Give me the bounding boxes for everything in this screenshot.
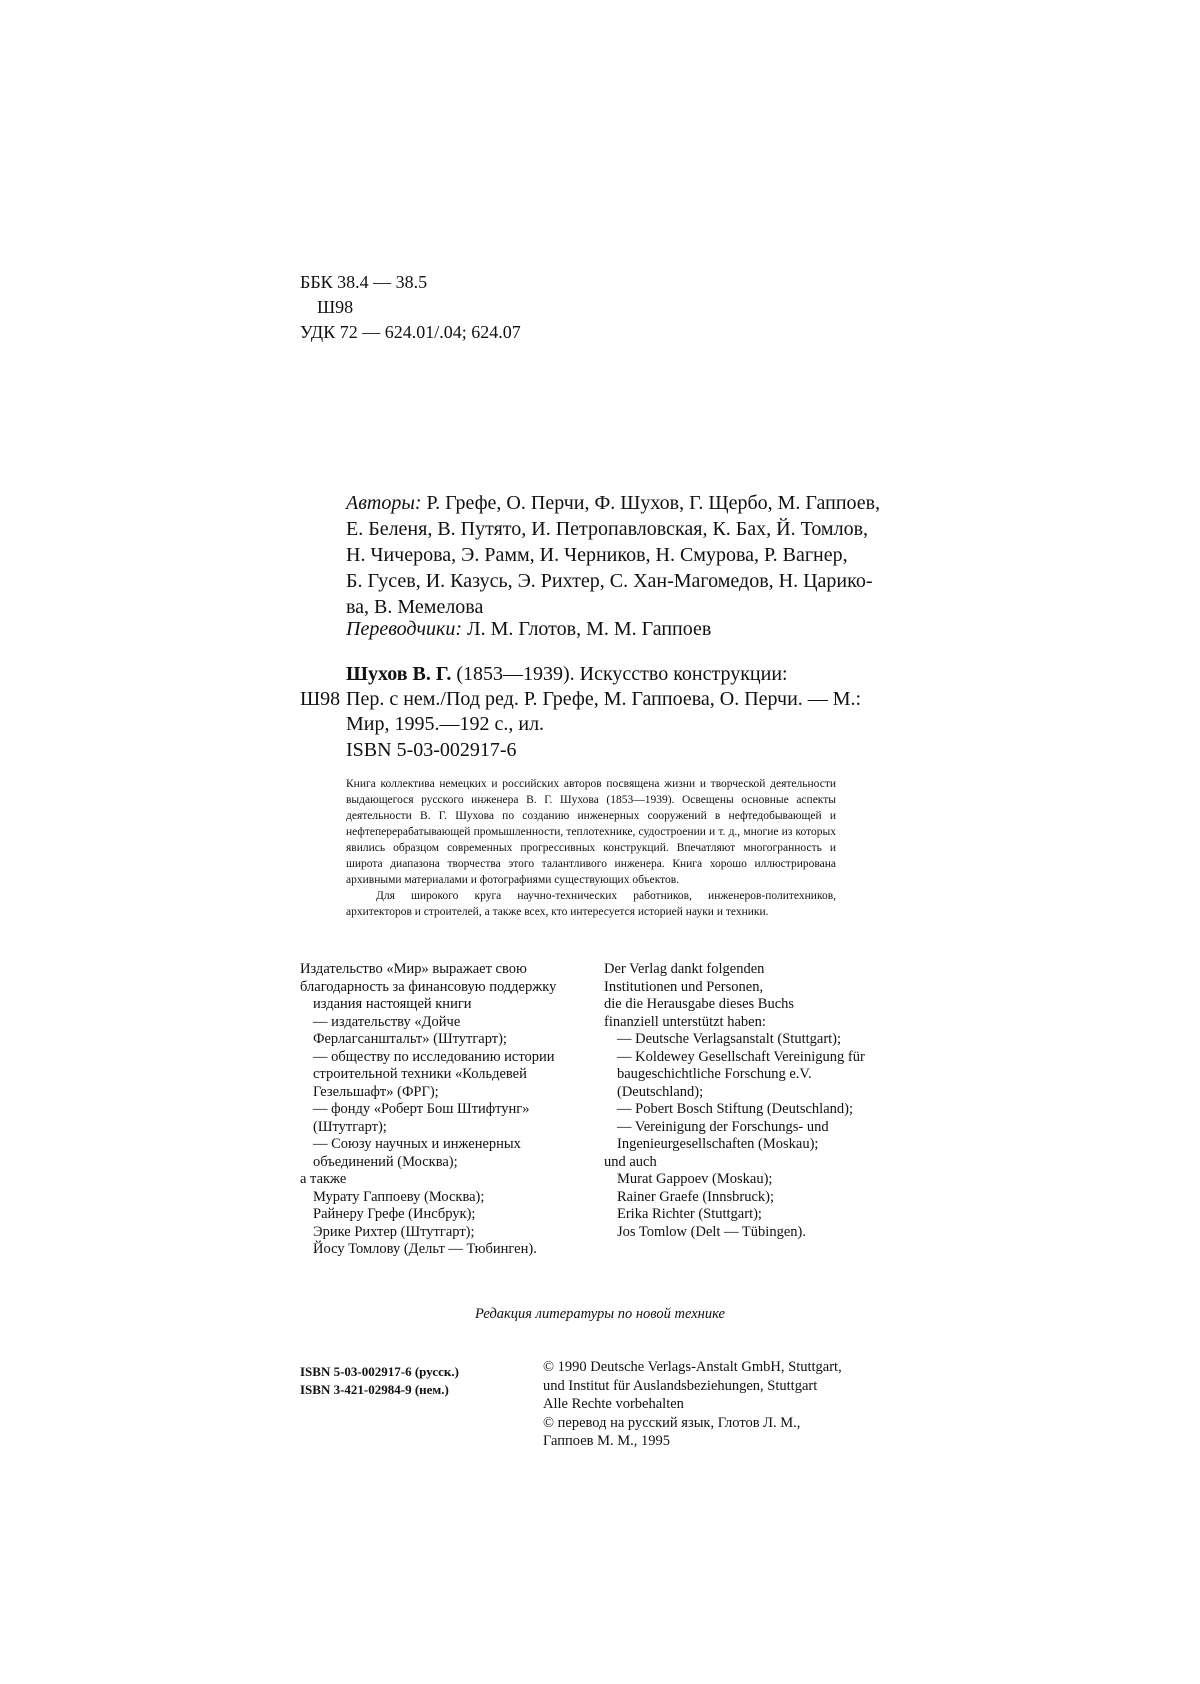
- author-mark: Ш98: [317, 297, 354, 317]
- authors-line: Е. Беленя, В. Путято, И. Петропавловская, К. Бах, Й. Томлов,: [346, 518, 869, 540]
- bibliographic-title: (1853—1939). Искусство конструкции:: [456, 663, 788, 685]
- annotation: [346, 776, 836, 920]
- ack-line: — издательству «Дойче: [313, 1013, 461, 1030]
- udk-code: УДК 72 — 624.01/.04; 624.07: [300, 322, 521, 342]
- ack-line: baugeschichtliche Forschung e.V.: [617, 1066, 812, 1082]
- acknowledgements-german: [604, 961, 865, 1241]
- ack-line: Йосу Томлову (Дельт — Тюбинген).: [313, 1241, 537, 1257]
- ack-line: — Vereinigung der Forschungs- und: [617, 1118, 829, 1135]
- ack-line: und auch: [604, 1153, 657, 1170]
- bibliographic-line: Мир, 1995.—192 с., ил.: [346, 713, 545, 735]
- ack-line: Rainer Graefe (Innsbruck);: [617, 1188, 775, 1205]
- ack-line: — Союзу научных и инженерных: [313, 1136, 521, 1152]
- ack-line: Эрике Рихтер (Штутгарт);: [313, 1223, 475, 1240]
- authors-label: Авторы:: [346, 492, 422, 514]
- ack-line: Institutionen und Personen,: [604, 978, 764, 995]
- ack-line: Murat Gappoev (Moskau);: [617, 1171, 773, 1187]
- ack-line: (Штутгарт);: [313, 1118, 387, 1135]
- bibliographic-author-mark: Ш98: [300, 688, 341, 710]
- ack-line: объединений (Москва);: [313, 1153, 458, 1170]
- ack-line: Ферлагсанштальт» (Штутгарт);: [313, 1031, 507, 1047]
- isbn-russian: ISBN 5-03-002917-6 (русск.): [300, 1364, 459, 1379]
- isbn-list: [300, 1363, 459, 1399]
- authors-line: Н. Чичерова, Э. Рамм, И. Черников, Н. Смурова, Р. Вагнер,: [346, 544, 848, 566]
- isbn-main: ISBN 5-03-002917-6: [346, 739, 517, 761]
- ack-line: благодарность за финансовую поддержку: [300, 978, 557, 995]
- bibliographic-record: [346, 662, 861, 737]
- ack-line: die die Herausgabe dieses Buchs: [604, 996, 795, 1012]
- ack-line: издания настоящей книги: [313, 996, 472, 1012]
- authors-line: Б. Гусев, И. Казусь, Э. Рихтер, С. Хан-Магомедов, Н. Царико-: [346, 570, 873, 592]
- ack-line: (Deutschland);: [617, 1083, 704, 1100]
- ack-line: Ingenieurgesellschaften (Moskau);: [617, 1136, 819, 1152]
- ack-line: — Koldewey Gesellschaft Vereinigung für: [617, 1048, 865, 1065]
- ack-line: Гезельшафт» (ФРГ);: [313, 1083, 439, 1100]
- ack-line: а также: [300, 1171, 347, 1187]
- authors-line: Р. Грефе, О. Перчи, Ф. Шухов, Г. Щербо, М. Гаппоев,: [426, 492, 881, 514]
- bibliographic-line: Пер. с нем./Под ред. Р. Грефе, М. Гаппоева, О. Перчи. — М.:: [346, 688, 862, 710]
- translators-names: Л. М. Глотов, М. М. Гаппоев: [467, 618, 712, 640]
- translators-label: Переводчики:: [346, 618, 463, 640]
- bibliographic-author: Шухов В. Г.: [346, 663, 452, 685]
- ack-line: — Pobert Bosch Stiftung (Deutschland);: [617, 1101, 854, 1117]
- ack-line: Мурату Гаппоеву (Москва);: [313, 1188, 485, 1205]
- copyright-line: © перевод на русский язык, Глотов Л. М.,: [543, 1414, 801, 1431]
- translators-block: [346, 616, 711, 642]
- copyright-line: und Institut für Auslandsbeziehungen, Stuttgart: [543, 1377, 818, 1394]
- ack-line: Jos Tomlow (Delt — Tübingen).: [617, 1223, 806, 1240]
- acknowledgements-russian: [300, 961, 556, 1259]
- copyright-line: © 1990 Deutsche Verlags-Anstalt GmbH, Stuttgart,: [543, 1359, 842, 1375]
- ack-line: Erika Richter (Stuttgart);: [617, 1206, 762, 1222]
- copyright-line: Гаппоев М. М., 1995: [543, 1433, 671, 1449]
- ack-line: Райнеру Грефе (Инсбрук);: [313, 1206, 476, 1222]
- editorial-office: Редакция литературы по новой технике: [475, 1306, 725, 1322]
- bbk-code: ББК 38.4 — 38.5: [300, 272, 428, 292]
- copyright-block: [543, 1358, 842, 1451]
- ack-line: — фонду «Роберт Бош Штифтунг»: [313, 1101, 530, 1117]
- ack-line: Издательство «Мир» выражает свою: [300, 961, 527, 977]
- ack-line: finanziell unterstützt haben:: [604, 1013, 766, 1030]
- ack-line: строительной техники «Кольдевей: [313, 1066, 527, 1082]
- classification-codes: [300, 270, 521, 345]
- ack-line: Der Verlag dankt folgenden: [604, 961, 765, 977]
- authors-line: ва, В. Мемелова: [346, 596, 484, 618]
- ack-line: — Deutsche Verlagsanstalt (Stuttgart);: [617, 1031, 842, 1047]
- copyright-line: Alle Rechte vorbehalten: [543, 1396, 684, 1412]
- isbn-german: ISBN 3-421-02984-9 (нем.): [300, 1382, 449, 1397]
- ack-line: — обществу по исследованию истории: [313, 1048, 555, 1065]
- annotation-paragraph: Для широкого круга научно-технических работников, инженеров-политехников, архитекторов и строителей, а также всех, кто интересуется историей науки и техники.: [346, 890, 836, 918]
- authors-block: [346, 490, 880, 620]
- annotation-paragraph: Книга коллектива немецких и российских авторов посвящена жизни и творческой деятельности выдающегося русского инженера В. Г. Шухова (1853—1939). Освещены основные аспекты деятельности В. Г. Шухова по созданию инженерных сооружений в нефтедобывающей и нефтеперерабатывающей промышленности, теплотехнике, судостроении и т. д., многие из которых явились образцом современных прогрессивных конструкций. Впечатляют многогранность и широта диапазона творчества этого талантливого инженера. Книга хорошо иллюстрирована архивными материалами и фотографиями существующих объектов.: [346, 778, 836, 886]
